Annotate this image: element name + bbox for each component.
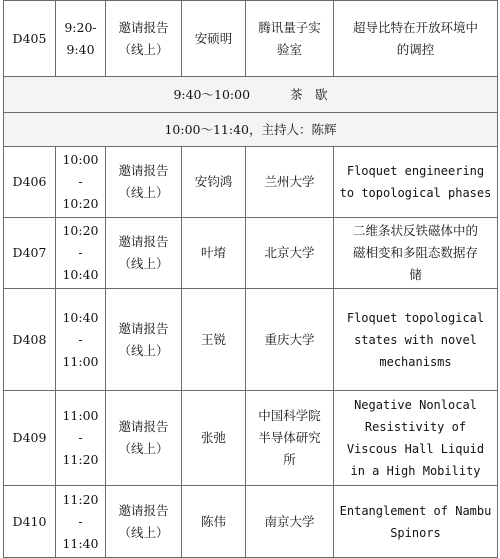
talk-title-cell-line: 的调控 [396, 41, 435, 57]
type-cell-line: （线上） [118, 441, 169, 456]
affiliation-cell [246, 391, 334, 486]
time-cell [56, 147, 106, 218]
talk-title-cell-line: in a High Mobility [350, 464, 481, 478]
type-cell [106, 147, 182, 218]
talk-title-cell-line: 二维条状反铁磁体中的 [352, 223, 478, 238]
type-cell-line: 邀请报告 [118, 502, 169, 518]
session-header-row [4, 113, 498, 147]
type-cell [106, 391, 182, 486]
type-cell [106, 289, 182, 391]
affiliation-cell-line: 腾讯量子实 [258, 19, 321, 35]
time-cell-line: 10:40 [62, 309, 99, 325]
talk-title-cell [334, 391, 498, 486]
type-cell [106, 218, 182, 289]
tea-break-row [4, 77, 498, 113]
talk-title-cell-line: 超导比特在开放环境中 [352, 19, 478, 35]
affiliation-cell-line: 验室 [276, 41, 302, 57]
time-cell-line: - [78, 245, 83, 260]
time-cell [56, 391, 106, 486]
speaker-cell: 安硕明 [182, 1, 246, 77]
time-cell-line: 9:40 [66, 41, 95, 57]
band-time: 9:40～10:00 [173, 86, 251, 102]
schedule-body [4, 1, 498, 558]
talk-title-cell-line: to topological phases [339, 186, 492, 200]
session-id-cell: D410 [4, 486, 56, 558]
talk-title-cell-line: 磁相变和多阻态数据存 [352, 245, 478, 260]
table-row [4, 289, 498, 391]
time-cell-line: 10:00 [62, 152, 99, 167]
table-row [4, 391, 498, 486]
speaker-cell: 陈伟 [182, 486, 246, 558]
band-label: 主持人：陈辉 [261, 121, 337, 137]
time-cell-line: - [78, 430, 83, 445]
time-cell-line: 11:20 [62, 452, 99, 467]
talk-title-cell-line: Viscous Hall Liquid [346, 442, 485, 456]
type-cell-line: （线上） [118, 524, 169, 540]
time-cell-line: 11:20 [62, 491, 99, 507]
affiliation-cell-line: 中国科学院 [258, 408, 321, 423]
time-cell-line: - [78, 174, 83, 189]
talk-title-cell-line: Floquet engineering [346, 164, 485, 178]
affiliation-cell [246, 289, 334, 391]
talk-title-cell-line: Entanglement of Nambu [339, 503, 492, 518]
band-time: 10:00～11:40 [164, 121, 249, 137]
session-id-cell: D408 [4, 289, 56, 391]
session-id-cell: D407 [4, 218, 56, 289]
table-row [4, 1, 498, 77]
type-cell-line: （线上） [118, 342, 169, 358]
affiliation-cell-line: 兰州大学 [264, 174, 315, 189]
type-cell-line: 邀请报告 [118, 419, 169, 434]
speaker-cell: 安钧鸿 [182, 147, 246, 218]
time-cell-line: 9:20- [64, 19, 97, 35]
talk-title-cell [334, 1, 498, 77]
time-cell [56, 289, 106, 391]
talk-title-cell-line: mechanisms [379, 354, 452, 369]
time-cell-line: - [78, 513, 83, 529]
affiliation-cell [246, 147, 334, 218]
affiliation-cell-line: 半导体研究 [258, 430, 321, 445]
type-cell-line: 邀请报告 [118, 163, 169, 178]
talk-title-cell [334, 218, 498, 289]
talk-title-cell-line: 储 [409, 267, 422, 282]
affiliation-cell-line: 南京大学 [264, 513, 315, 529]
table-row [4, 147, 498, 218]
table-row [4, 218, 498, 289]
time-cell-line: 10:20 [62, 196, 99, 211]
type-cell-line: （线上） [118, 256, 169, 271]
affiliation-cell [246, 1, 334, 77]
type-cell-line: （线上） [118, 41, 169, 57]
type-cell-line: 邀请报告 [118, 320, 169, 336]
talk-title-cell-line: Resistivity of [364, 420, 467, 434]
talk-title-cell-line: Negative Nonlocal [354, 398, 477, 412]
speaker-cell: 王锐 [182, 289, 246, 391]
schedule-table [3, 0, 498, 558]
band-label: 茶 歇 [290, 86, 328, 102]
type-cell-line: 邀请报告 [118, 234, 169, 249]
speaker-cell: 张弛 [182, 391, 246, 486]
tea-break-cell [4, 77, 498, 113]
time-cell-line: 11:40 [62, 535, 99, 551]
type-cell-line: （线上） [118, 185, 169, 200]
type-cell-line: 邀请报告 [118, 19, 169, 35]
time-cell-line: 10:40 [62, 267, 99, 282]
talk-title-cell-line: states with novel [354, 332, 477, 347]
affiliation-cell [246, 218, 334, 289]
talk-title-cell [334, 289, 498, 391]
session-id-cell: D405 [4, 1, 56, 77]
time-cell [56, 218, 106, 289]
affiliation-cell-line: 北京大学 [264, 245, 315, 260]
time-cell [56, 1, 106, 77]
talk-title-cell-line: Spinors [390, 525, 441, 540]
session-id-cell: D406 [4, 147, 56, 218]
time-cell-line: 10:20 [62, 223, 99, 238]
time-cell-line: 11:00 [62, 408, 99, 423]
session-header-cell: 10:00～11:40，主持人：陈辉 [4, 113, 498, 147]
affiliation-cell-line: 重庆大学 [264, 331, 315, 347]
talk-title-cell [334, 147, 498, 218]
time-cell-line: - [78, 331, 83, 347]
speaker-cell: 叶堉 [182, 218, 246, 289]
talk-title-cell-line: Floquet topological [346, 310, 485, 325]
session-id-cell: D409 [4, 391, 56, 486]
time-cell-line: 11:00 [62, 353, 99, 369]
type-cell [106, 1, 182, 77]
affiliation-cell-line: 所 [283, 452, 296, 467]
